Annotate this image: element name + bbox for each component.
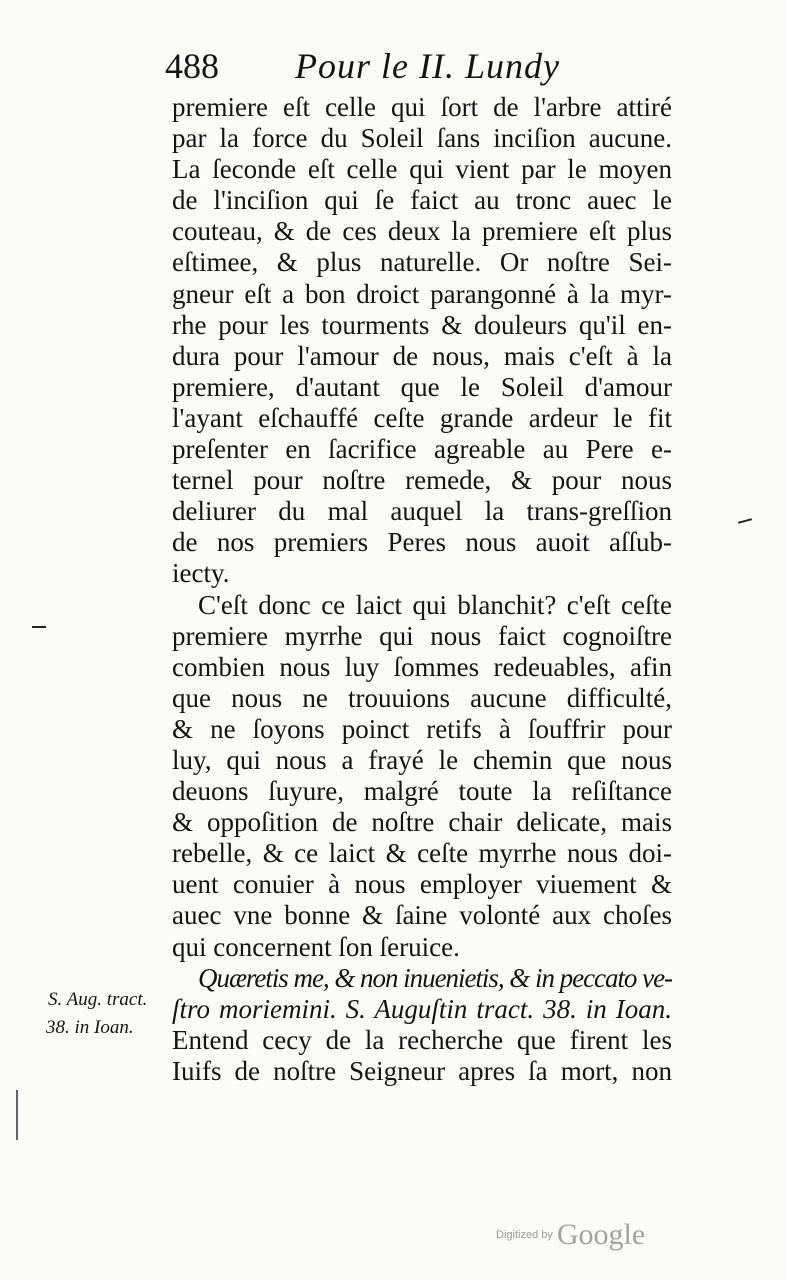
digitized-watermark: [496, 1218, 666, 1258]
text-line: que nous ne trouuions aucune difficulté,: [172, 682, 672, 713]
text-line: ternel pour noſtre remede, & pour nous: [172, 465, 672, 496]
google-logo: Google: [556, 1218, 646, 1251]
text-line: ſtro moriemini. S. Auguſtin tract. 38. in Ioan.: [172, 993, 672, 1024]
text-line: eſtimee, & plus naturelle. Or noſtre Sei-: [172, 247, 672, 278]
text-line: combien nous luy ſommes redeuables, afin: [172, 651, 672, 682]
text-line: premiere, d'autant que le Soleil d'amour: [172, 371, 672, 402]
text-line: gneur eſt a bon droict parangonné à la myr-: [172, 278, 672, 309]
text-line: l'ayant eſchauffé ceſte grande ardeur le fit: [172, 402, 672, 433]
text-line: rebelle, & ce laict & ceſte myrrhe nous doi-: [172, 838, 672, 869]
text-line: premiere eſt celle qui ſort de l'arbre attiré: [172, 92, 672, 122]
text-line: auec vne bonne & ſaine volonté aux choſes: [172, 900, 672, 931]
text-line: preſenter en ſacrifice agreable au Pere e-: [172, 434, 672, 465]
stray-mark: [738, 518, 752, 524]
text-line: qui concernent ſon ſeruice.: [172, 931, 460, 962]
text-line: Iuifs de noſtre Seigneur apres ſa mort, non: [172, 1055, 672, 1086]
text-line: de l'inciſion qui ſe faict au tronc auec le: [172, 185, 672, 216]
text-line: deuons ſuyure, malgré toute la reſiſtance: [172, 776, 672, 807]
watermark-prefix: Digitized by: [496, 1229, 553, 1241]
margin-note-line: 38. in Ioan.: [46, 1017, 134, 1038]
text-line: couteau, & de ces deux la premiere eſt plus: [172, 216, 672, 247]
text-line: par la force du Soleil ſans inciſion aucune.: [172, 123, 672, 154]
text-line: deliurer du mal auquel la trans-greſſion: [172, 496, 672, 527]
margin-note-reference: [46, 1014, 171, 1042]
margin-note-reference: [48, 986, 173, 1014]
text-line: iecty.: [172, 558, 230, 589]
text-line: La ſeconde eſt celle qui vient par le moyen: [172, 154, 672, 185]
margin-note-line: S. Aug. tract.: [48, 989, 148, 1010]
text-line: & ne ſoyons poinct retifs à ſouffrir pour: [172, 713, 672, 744]
text-line: C'eſt donc ce laict qui blanchit? c'eſt ceſte: [198, 589, 672, 620]
stray-mark: [16, 1090, 18, 1140]
text-line: dura pour l'amour de nous, mais c'eſt à la: [172, 340, 672, 371]
text-line: premiere myrrhe qui nous faict cognoiſtre: [172, 620, 672, 651]
text-line: Quæretis me, & non inuenietis, & in peccato ve-: [198, 962, 672, 993]
text-line: uent conuier à nous employer viuement &: [172, 869, 672, 900]
running-header: [165, 40, 725, 92]
running-title: Pour le II. Lundy: [295, 46, 560, 86]
text-line: & oppoſition de noſtre chair delicate, mais: [172, 807, 672, 838]
text-line: de nos premiers Peres nous auoit aſſub-: [172, 527, 672, 558]
text-line: Entend cecy de la recherche que firent les: [172, 1024, 672, 1055]
body-text: [172, 92, 672, 1087]
stray-mark: [32, 626, 46, 628]
text-line: rhe pour les tourments & douleurs qu'il en-: [172, 309, 672, 340]
page-number: 488: [165, 46, 219, 86]
text-line: luy, qui nous a frayé le chemin que nous: [172, 744, 672, 775]
